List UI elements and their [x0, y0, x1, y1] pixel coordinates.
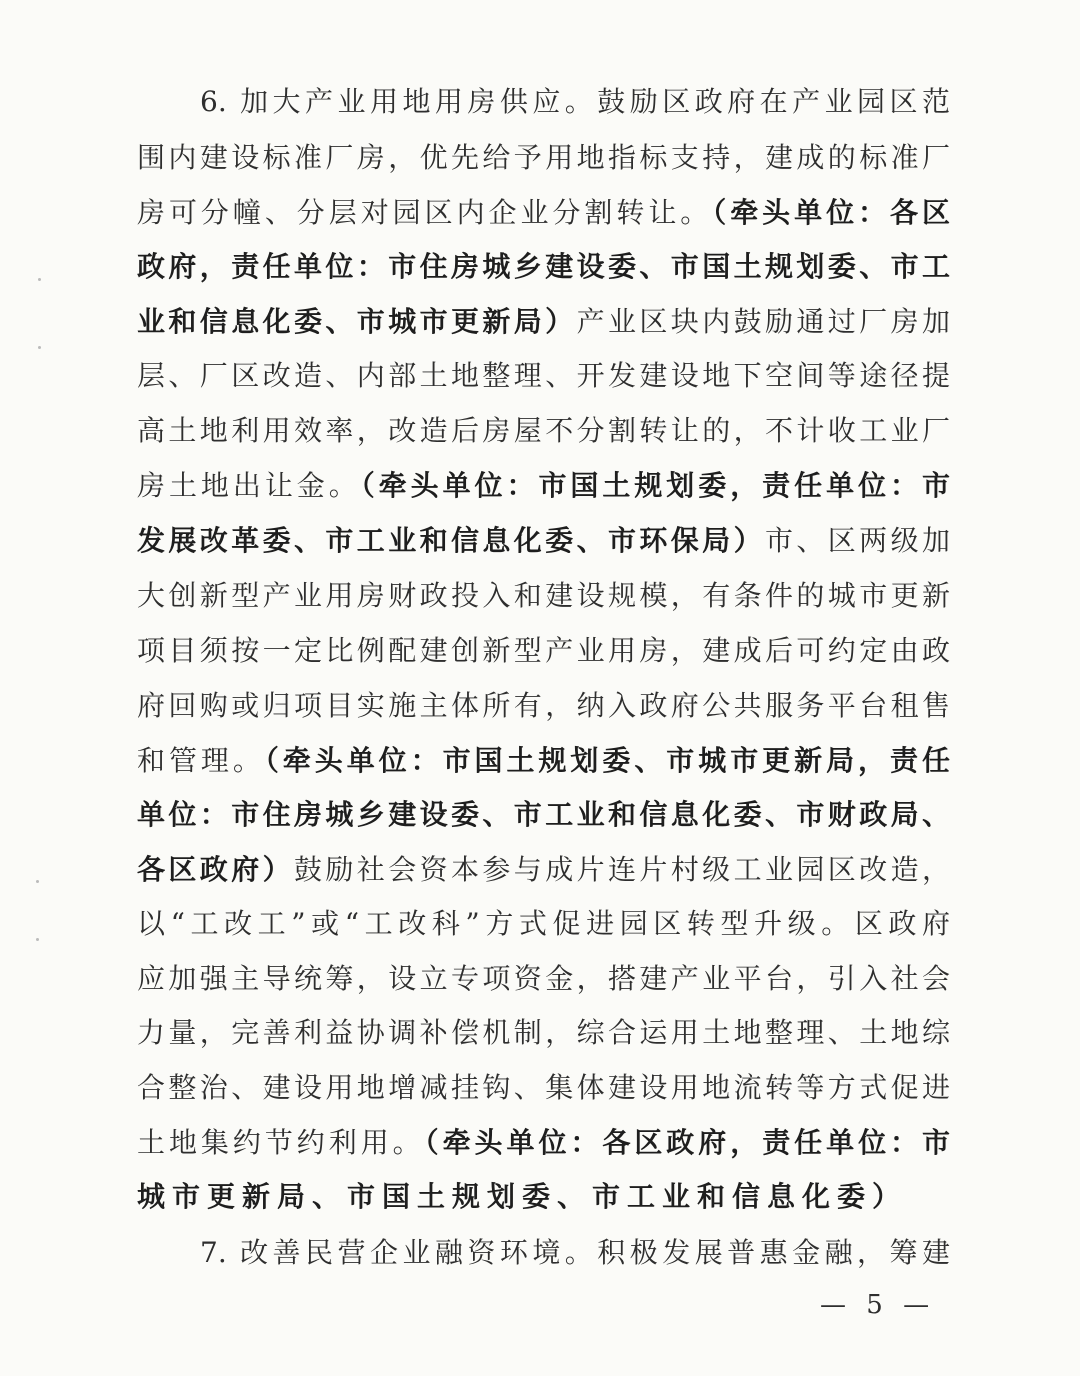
page-number: — 5 —: [820, 1290, 936, 1320]
bold-text-segment: 单位：市住房城乡建设委、市工业和信息化委、市财政局、: [137, 798, 950, 831]
text-line: [137, 904, 950, 944]
text-line: [200, 1233, 950, 1273]
bold-text-segment: （牵头单位：各区政府，责任单位：市: [424, 1126, 950, 1159]
bold-text-segment: 政府，责任单位：市住房城乡建设委、市国土规划委、市工: [137, 250, 950, 283]
text-segment: 房可分幢、分层对园区内企业分割转让。: [137, 196, 713, 229]
text-segment: 大创新型产业用房财政投入和建设规模，有条件的城市更新: [137, 579, 950, 612]
text-line: [137, 1013, 950, 1053]
text-segment: 层、厂区改造、内部土地整理、开发建设地下空间等途径提: [137, 359, 950, 392]
text-segment: 力量，完善利益协调补偿机制，综合运用土地整理、土地综: [137, 1016, 950, 1049]
text-line: [137, 356, 950, 396]
text-segment: 鼓励社会资本参与成片连片村级工业园区改造，: [294, 853, 950, 886]
text-line: [137, 686, 950, 726]
text-line: [137, 411, 950, 451]
text-line: [137, 795, 950, 835]
bold-text-segment: 业和信息化委、市城市更新局）: [137, 305, 577, 338]
text-segment: 合整治、建设用地增减挂钩、集体建设用地流转等方式促进: [137, 1071, 950, 1104]
text-line: [137, 959, 950, 999]
scan-speck: [38, 278, 41, 281]
text-segment: 项目须按一定比例配建创新型产业用房，建成后可约定由政: [137, 634, 950, 667]
text-segment: 土地集约节约利用。: [137, 1126, 425, 1159]
text-line: [137, 521, 950, 561]
text-line: [137, 850, 950, 890]
text-line: [137, 1123, 950, 1163]
text-segment: 围内建设标准厂房，优先给予用地指标支持，建成的标准厂: [137, 141, 950, 174]
text-line: [137, 1068, 950, 1108]
text-line: [137, 138, 950, 178]
bold-text-segment: 城市更新局、市国土规划委、市工业和信息化委）: [137, 1180, 908, 1213]
bold-text-segment: （牵头单位：市国土规划委、市城市更新局，责任: [264, 744, 950, 777]
scan-speck: [36, 938, 39, 941]
text-line: [137, 576, 950, 616]
text-line: [137, 631, 950, 671]
bold-text-segment: （牵头单位：市国土规划委，责任单位：市: [360, 469, 950, 502]
text-segment: 市、区两级加: [764, 524, 950, 557]
scan-speck: [38, 346, 41, 349]
text-segment: 应加强主导统筹，设立专项资金，搭建产业平台，引入社会: [137, 962, 950, 995]
text-line: [137, 466, 950, 506]
text-line: [137, 247, 950, 287]
text-segment: 房土地出让金。: [137, 469, 361, 502]
bold-text-segment: （牵头单位：各区: [712, 196, 950, 229]
bold-text-segment: 各区政府）: [137, 853, 294, 886]
text-segment: 高土地利用效率，改造后房屋不分割转让的，不计收工业厂: [137, 414, 950, 447]
text-segment: 以“工改工”或“工改科”方式促进园区转型升级。区政府: [137, 907, 950, 940]
text-line: [137, 302, 950, 342]
text-line: [137, 1177, 950, 1217]
text-line: [200, 82, 950, 122]
text-segment: 和管理。: [137, 744, 265, 777]
text-segment: 6. 加大产业用地用房供应。鼓励区政府在产业园区范: [200, 85, 950, 118]
bold-text-segment: 发展改革委、市工业和信息化委、市环保局）: [137, 524, 765, 557]
scan-speck: [36, 880, 39, 883]
text-segment: 产业区块内鼓励通过厂房加: [576, 305, 950, 338]
text-line: [137, 193, 950, 233]
text-segment: 7. 改善民营企业融资环境。积极发展普惠金融，筹建: [200, 1236, 950, 1269]
text-line: [137, 741, 950, 781]
text-segment: 府回购或归项目实施主体所有，纳入政府公共服务平台租售: [137, 689, 950, 722]
